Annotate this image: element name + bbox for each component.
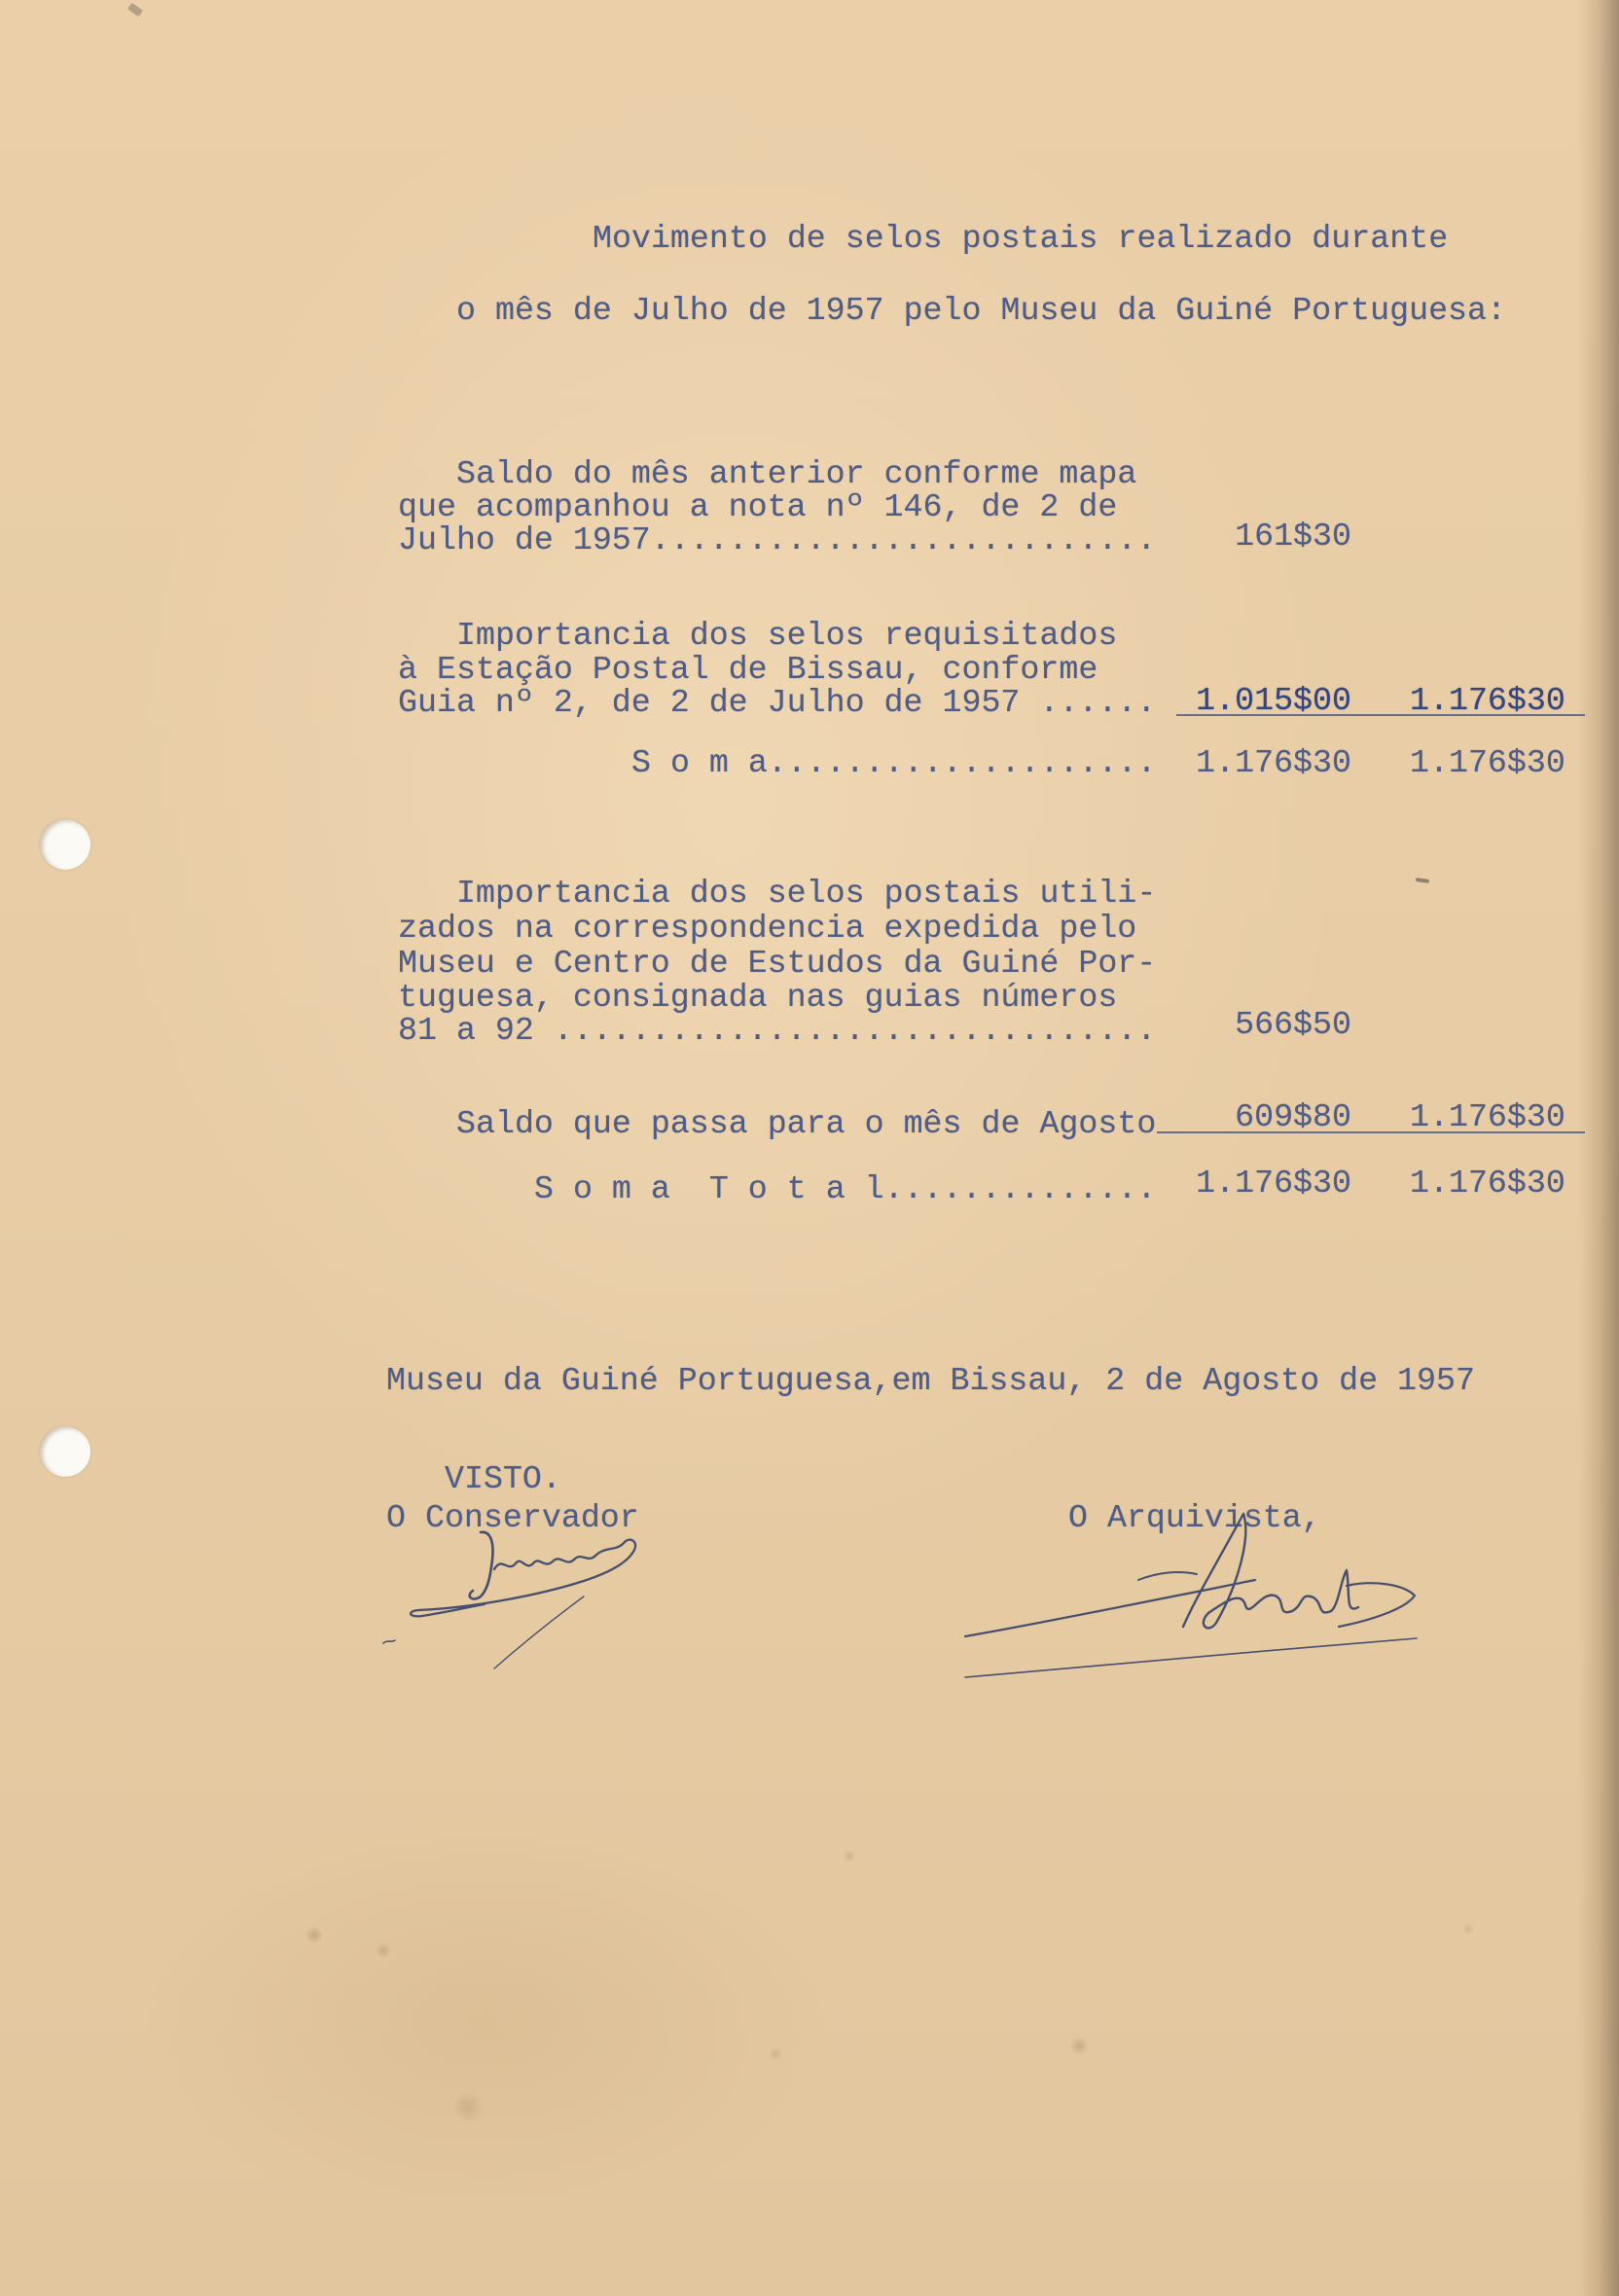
- requisitioned-line-1: Importancia dos selos requisitados: [456, 617, 1118, 654]
- curator-signature-name-stroke: [411, 1540, 635, 1617]
- ink-speck: [1416, 878, 1429, 883]
- curator-signature-diagonal-stroke: [494, 1596, 584, 1668]
- used-line-1: Importancia dos selos postais utili-: [456, 875, 1157, 912]
- sum-debit: 1.176$30: [1196, 744, 1351, 781]
- place-date: Museu da Guiné Portuguesa,em Bissau, 2 de Agosto de 1957: [386, 1362, 1475, 1399]
- opening-balance-line-1: Saldo do mês anterior conforme mapa: [456, 455, 1137, 492]
- closing-balance-total: 1.176$30: [1410, 1098, 1565, 1135]
- requisitioned-underline: [1176, 714, 1585, 716]
- closing-balance-underline: [1157, 1131, 1585, 1133]
- grand-total-label: S o m a T o t a l..............: [534, 1170, 1157, 1207]
- used-line-3: Museu e Centro de Estudos da Guiné Por-: [398, 945, 1157, 982]
- archivist-signature-ascender: [1183, 1514, 1245, 1628]
- sum-credit: 1.176$30: [1410, 744, 1565, 781]
- heading-line-2: o mês de Julho de 1957 pelo Museu da Guiné Portuguesa:: [456, 292, 1506, 329]
- requisitioned-line-2: à Estação Postal de Bissau, conforme: [398, 651, 1098, 688]
- curator-signature-tick: [383, 1640, 395, 1643]
- used-line-2: zados na correspondencia expedida pelo: [398, 910, 1137, 947]
- used-line-4: tuguesa, consignada nas guias números: [398, 979, 1118, 1016]
- curator-title: O Conservador: [386, 1499, 639, 1536]
- opening-balance-line-3: Julho de 1957..........................: [398, 521, 1157, 558]
- archivist-signature: [953, 1498, 1421, 1693]
- heading-line-1: Movimento de selos postais realizado durante: [593, 220, 1449, 257]
- corner-smudge: [127, 3, 143, 18]
- requisitioned-amount: 1.015$00: [1196, 682, 1351, 719]
- archivist-signature-crossbar: [1138, 1572, 1197, 1580]
- archivist-title: O Arquivista,: [1068, 1499, 1321, 1536]
- punch-hole-upper: [40, 819, 90, 870]
- requisitioned-line-3: Guia nº 2, de 2 de Julho de 1957 ......: [398, 684, 1157, 721]
- archivist-signature-underline: [965, 1638, 1417, 1677]
- curator-signature-initial-stroke: [470, 1532, 493, 1599]
- used-line-5: 81 a 92 ...............................: [398, 1012, 1157, 1049]
- curator-signature: [379, 1513, 671, 1688]
- grand-total-debit: 1.176$30: [1196, 1165, 1351, 1202]
- approval-mark: VISTO.: [445, 1460, 561, 1497]
- punch-hole-lower: [40, 1426, 90, 1477]
- requisitioned-running-total: 1.176$30: [1410, 682, 1565, 719]
- used-amount: 566$50: [1235, 1006, 1351, 1043]
- grand-total-credit: 1.176$30: [1410, 1165, 1565, 1202]
- closing-balance-label: Saldo que passa para o mês de Agosto: [456, 1105, 1157, 1142]
- closing-balance-amount: 609$80: [1235, 1098, 1351, 1135]
- opening-balance-line-2: que acompanhou a nota nº 146, de 2 de: [398, 488, 1118, 525]
- opening-balance-amount: 161$30: [1235, 518, 1351, 555]
- sum-label: S o m a....................: [631, 744, 1157, 781]
